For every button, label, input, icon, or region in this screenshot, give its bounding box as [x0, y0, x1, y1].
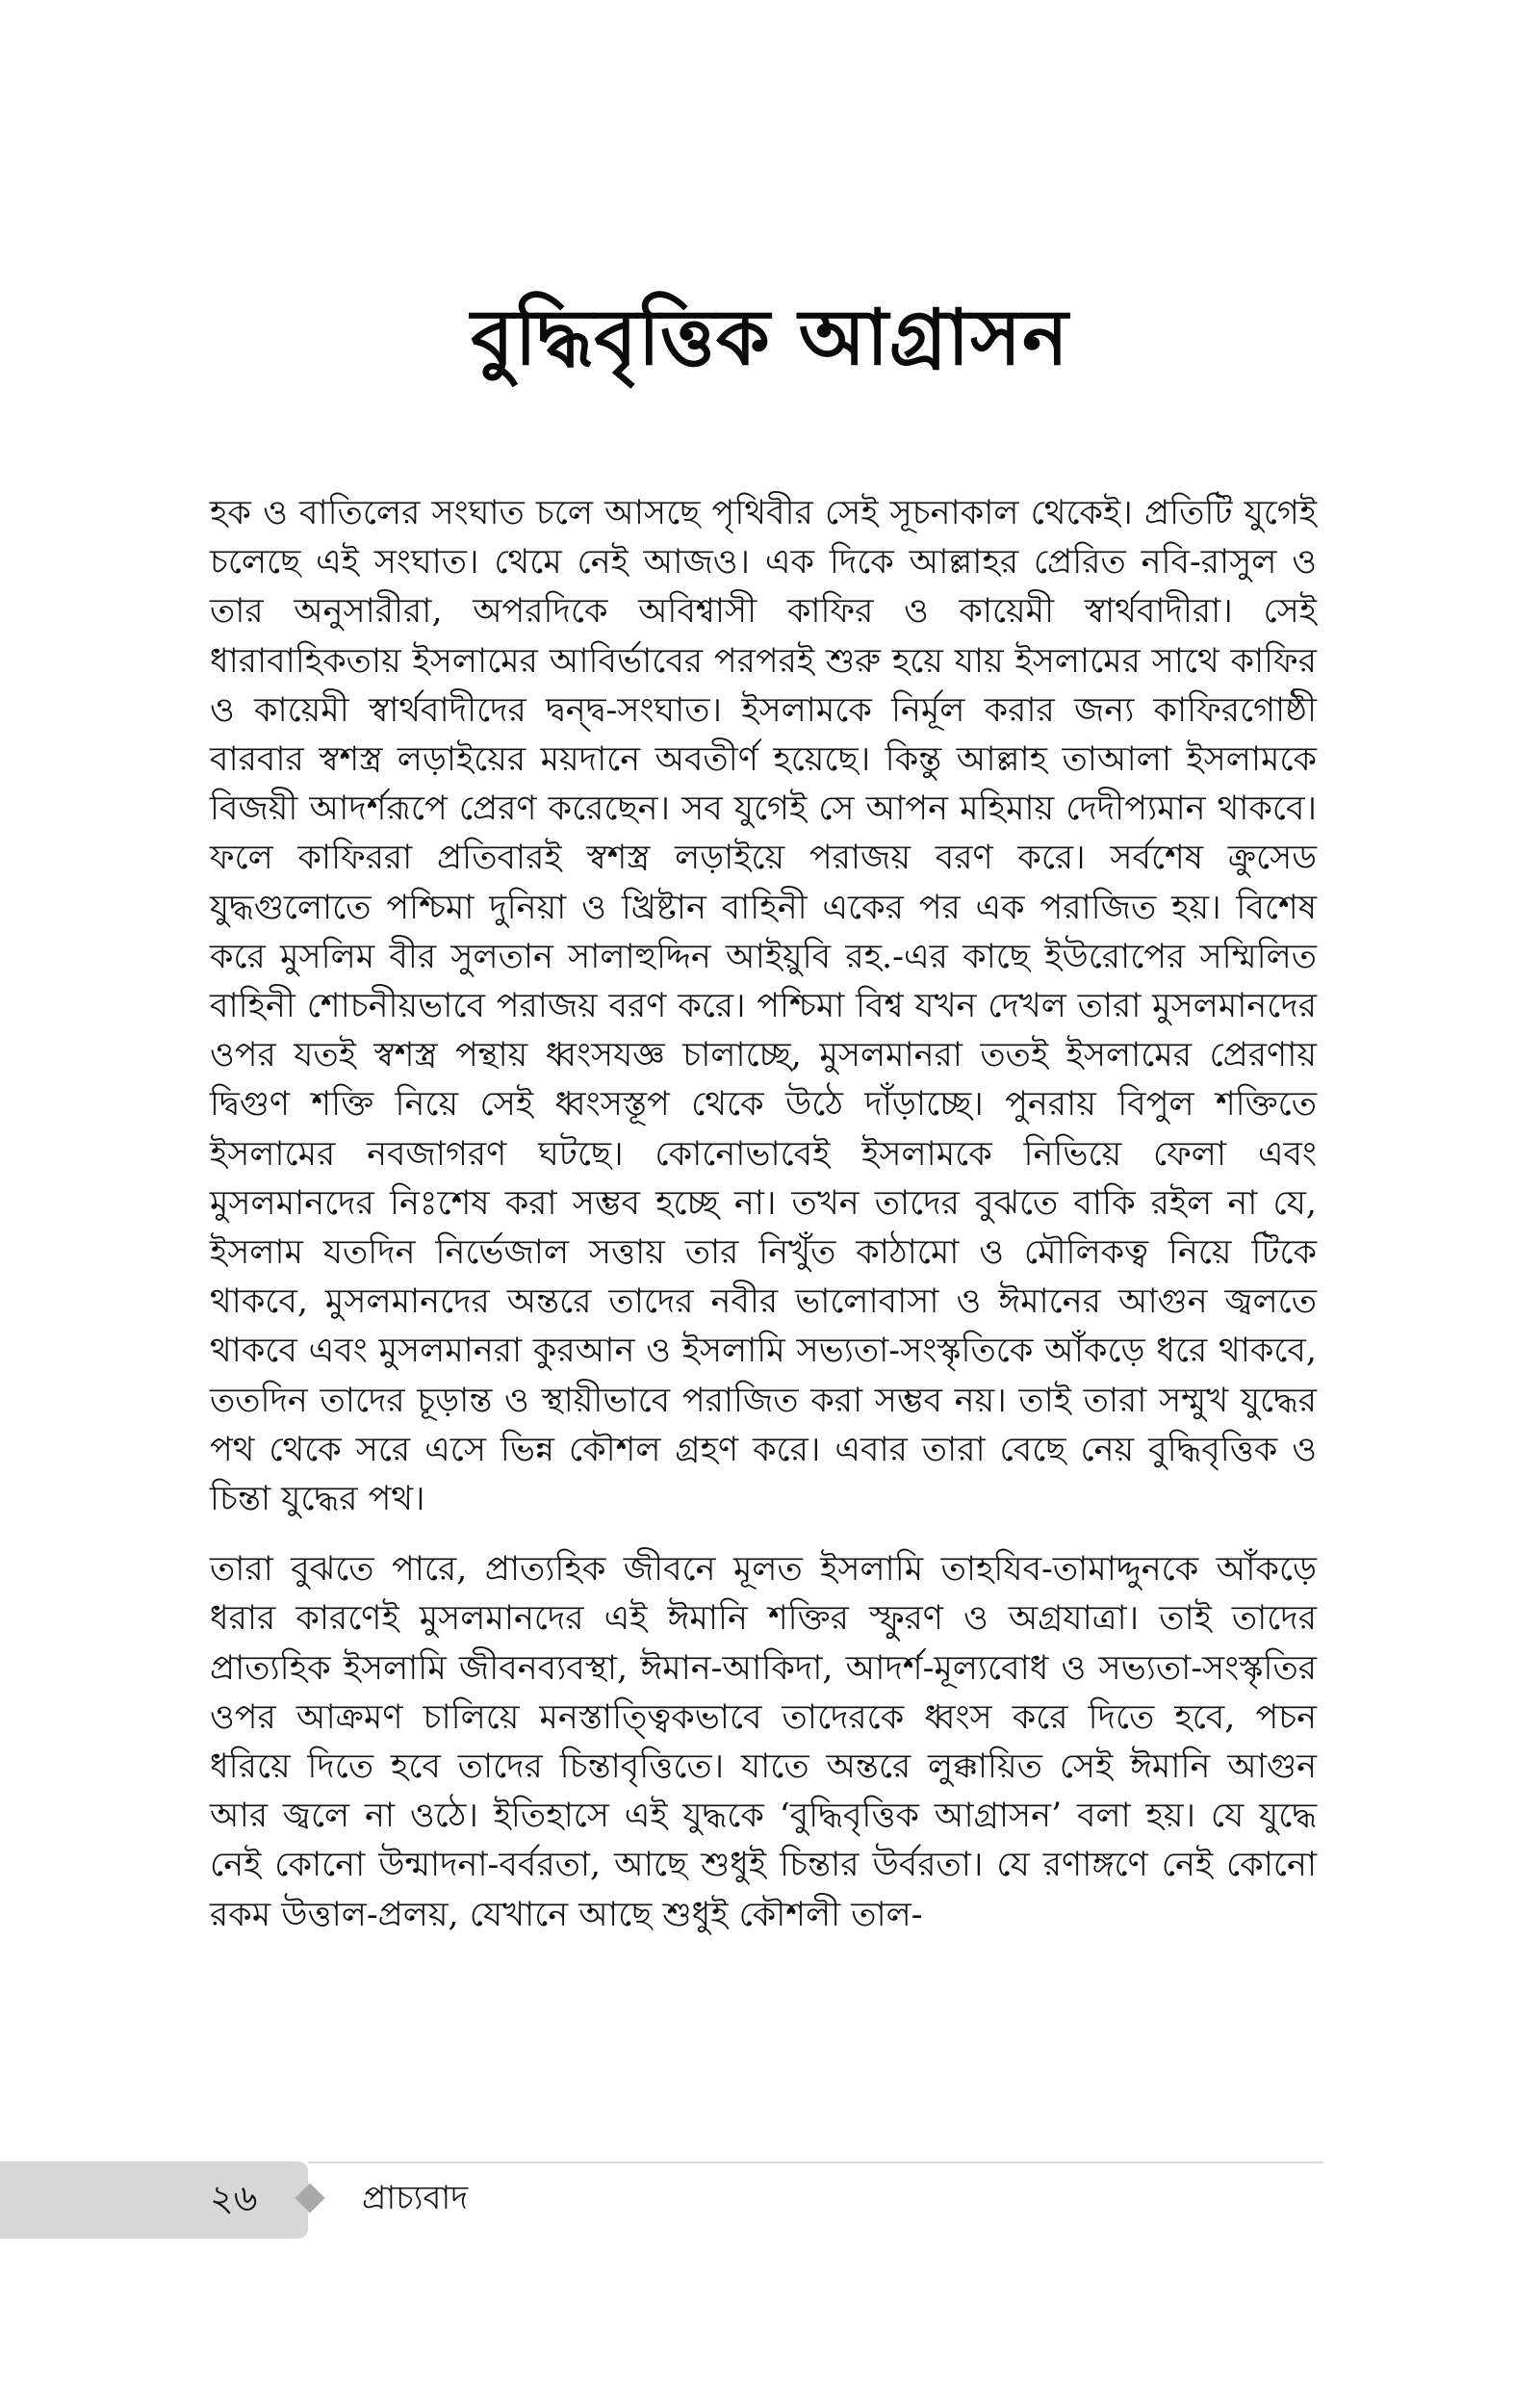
footer-rule	[308, 2161, 1323, 2163]
paragraph-2: তারা বুঝতে পারে, প্রাত্যহিক জীবনে মূলত ইসলামি তাহযিব-তামাদ্দুনকে আঁকড়ে ধরার কারণেই মুসলমানদের এই ঈমানি শক্তির স্ফুরণ ও অগ্রযাত্রা। তাই তাদের প্রাত্যহিক ইসলামি জীবনব্যবস্থা, ঈমান-আকিদা, আদর্শ-মূল্যবোধ ও সভ্যতা-সংস্কৃতির ওপর আক্রমণ চালিয়ে মনস্তাত্ত্বিকভাবে তাদেরকে ধ্বংস করে দিতে হবে, পচন ধরিয়ে দিতে হবে তাদের চিন্তাবৃত্তিতে। যাতে অন্তরে লুক্কায়িত সেই ঈমানি আগুন আর জ্বলে না ওঠে। ইতিহাসে এই যুদ্ধকে ‘বুদ্ধিবৃত্তিক আগ্রাসন’ বলা হয়। যে যুদ্ধে নেই কোনো উন্মাদনা-বর্বরতা, আছে শুধুই চিন্তার উর্বরতা। যে রণাঙ্গণে নেই কোনো রকম উত্তাল-প্রলয়, যেখানে আছে শুধুই কৌশলী তাল-	[210, 1550, 1317, 1934]
paragraph-1: হক ও বাতিলের সংঘাত চলে আসছে পৃথিবীর সেই সূচনাকাল থেকেই। প্রতিটি যুগেই চলেছে এই সংঘাত। থেমে নেই আজও। এক দিকে আল্লাহর প্রেরিত নবি-রাসুল ও তার অনুসারীরা, অপরদিকে অবিশ্বাসী কাফির ও কায়েমী স্বার্থবাদীরা। সেই ধারাবাহিকতায় ইসলামের আবির্ভাবের পরপরই শুরু হয়ে যায় ইসলামের সাথে কাফির ও কায়েমী স্বার্থবাদীদের দ্বন্দ্ব-সংঘাত। ইসলামকে নির্মূল করার জন্য কাফিরগোষ্ঠী বারবার স্বশস্ত্র লড়াইয়ের ময়দানে অবতীর্ণ হয়েছে। কিন্তু আল্লাহ তাআলা ইসলামকে বিজয়ী আদর্শরূপে প্রেরণ করেছেন। সব যুগেই সে আপন মহিমায় দেদীপ্যমান থাকবে। ফলে কাফিররা প্রতিবারই স্বশস্ত্র লড়াইয়ে পরাজয় বরণ করে। সর্বশেষ ক্রুসেড যুদ্ধগুলোতে পশ্চিমা দুনিয়া ও খ্রিষ্টান বাহিনী একের পর এক পরাজিত হয়। বিশেষ করে মুসলিম বীর সুলতান সালাহুদ্দিন আইয়ুবি রহ.-এর কাছে ইউরোপের সম্মিলিত বাহিনী শোচনীয়ভাবে পরাজয় বরণ করে। পশ্চিমা বিশ্ব যখন দেখল তারা মুসলমানদের ওপর যতই স্বশস্ত্র পন্থায় ধ্বংসযজ্ঞ চালাচ্ছে, মুসলমানরা ততই ইসলামের প্রেরণায় দ্বিগুণ শক্তি নিয়ে সেই ধ্বংসস্তূপ থেকে উঠে দাঁড়াচ্ছে। পুনরায় বিপুল শক্তিতে ইসলামের নবজাগরণ ঘটছে। কোনোভাবেই ইসলামকে নিভিয়ে ফেলা এবং মুসলমানদের নিঃশেষ করা সম্ভব হচ্ছে না। তখন তাদের বুঝতে বাকি রইল না যে, ইসলাম যতদিন নির্ভেজাল সত্তায় তার নিখুঁত কাঠামো ও মৌলিকত্ব নিয়ে টিকে থাকবে, মুসলমানদের অন্তরে তাদের নবীর ভালোবাসা ও ঈমানের আগুন জ্বলতে থাকবে এবং মুসলমানরা কুরআন ও ইসলামি সভ্যতা-সংস্কৃতিকে আঁকড়ে ধরে থাকবে, ততদিন তাদের চূড়ান্ত ও স্থায়ীভাবে পরাজিত করা সম্ভব নয়। তাই তারা সম্মুখ যুদ্ধের পথ থেকে সরে এসে ভিন্ন কৌশল গ্রহণ করে। এবার তারা বেছে নেয় বুদ্ধিবৃত্তিক ও চিন্তা যুদ্ধের পথ।	[210, 494, 1317, 1519]
body-text	[210, 489, 1317, 1961]
running-title: প্রাচ্যবাদ	[362, 2179, 469, 2217]
page-number: ২৬	[210, 2177, 258, 2219]
footer-band	[0, 2161, 308, 2239]
chapter-title: বুদ্ধিবৃত্তিক আগ্রাসন	[471, 293, 1069, 382]
